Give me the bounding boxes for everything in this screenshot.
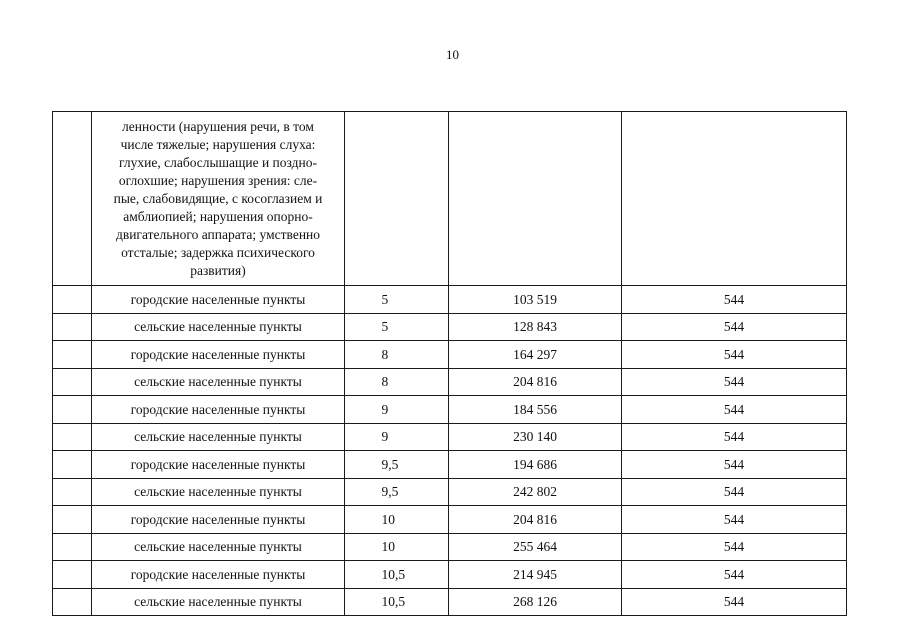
- cell-value-b: 230 140: [449, 423, 622, 451]
- cell-value-b: 204 816: [449, 368, 622, 396]
- cell-value-c: 544: [622, 313, 847, 341]
- value-a-text: 9,5: [381, 484, 399, 500]
- table-row: [53, 341, 847, 369]
- cell-value-b: 214 945: [449, 561, 622, 589]
- table-row: [53, 588, 847, 616]
- table-row: [53, 396, 847, 424]
- cell-value-c: 544: [622, 396, 847, 424]
- cell-value-c: 544: [622, 368, 847, 396]
- cell-settlement-type: городские населенные пункты: [92, 506, 345, 534]
- cell-number: [53, 313, 92, 341]
- cell-value-b: 255 464: [449, 533, 622, 561]
- cell-value-a: [345, 588, 449, 616]
- cell-value-c: [622, 112, 847, 286]
- cell-number: [53, 451, 92, 479]
- cell-number: [53, 286, 92, 314]
- value-a-text: 5: [381, 319, 389, 335]
- cell-value-c: 544: [622, 341, 847, 369]
- cell-value-b: 204 816: [449, 506, 622, 534]
- table-row: [53, 423, 847, 451]
- page-number: 10: [446, 47, 459, 62]
- cell-number: [53, 423, 92, 451]
- cell-value-a: [345, 112, 449, 286]
- cell-settlement-type: городские населенные пункты: [92, 396, 345, 424]
- table-row: [53, 451, 847, 479]
- table-row: [53, 506, 847, 534]
- cell-value-b: 268 126: [449, 588, 622, 616]
- cell-value-c: 544: [622, 561, 847, 589]
- cell-settlement-type: сельские населенные пункты: [92, 533, 345, 561]
- cell-value-c: 544: [622, 506, 847, 534]
- cell-settlement-type: городские населенные пункты: [92, 561, 345, 589]
- cell-value-b: 103 519: [449, 286, 622, 314]
- cell-value-a: [345, 506, 449, 534]
- value-a-text: 5: [381, 291, 389, 307]
- cell-settlement-type: городские населенные пункты: [92, 451, 345, 479]
- cell-value-a: [345, 478, 449, 506]
- cell-number: [53, 396, 92, 424]
- cell-value-a: [345, 561, 449, 589]
- cell-value-b: 194 686: [449, 451, 622, 479]
- cell-settlement-type: городские населенные пункты: [92, 286, 345, 314]
- cell-number: [53, 561, 92, 589]
- cell-value-a: [345, 451, 449, 479]
- cell-number: [53, 341, 92, 369]
- cell-value-a: [345, 313, 449, 341]
- value-a-text: 8: [381, 374, 389, 390]
- cell-settlement-type: сельские населенные пункты: [92, 588, 345, 616]
- table-row: [53, 368, 847, 396]
- value-a-text: 9,5: [381, 456, 399, 472]
- cell-value-c: 544: [622, 533, 847, 561]
- data-table: [52, 111, 847, 616]
- cell-settlement-type: сельские населенные пункты: [92, 423, 345, 451]
- cell-value-a: [345, 533, 449, 561]
- cell-value-a: [345, 286, 449, 314]
- cell-value-b: 164 297: [449, 341, 622, 369]
- value-a-text: 10: [381, 539, 395, 555]
- table-row: [53, 533, 847, 561]
- category-description-text: ленности (нарушения речи, в том числе тяжелые; нарушения слуха: глухие, слабослышащие и поздно- оглохшие; нарушения зрения: сле- пые, слабовидящие, с косоглазием и амблиопией; нарушения опорно- двигательного аппарата; умственно отсталые; задержка психического развития): [113, 119, 323, 278]
- cell-number: [53, 478, 92, 506]
- cell-number: [53, 112, 92, 286]
- cell-settlement-type: городские населенные пункты: [92, 341, 345, 369]
- value-a-text: 9: [381, 429, 389, 445]
- table-row: [53, 286, 847, 314]
- table-body: [53, 112, 847, 616]
- cell-number: [53, 368, 92, 396]
- cell-value-c: 544: [622, 588, 847, 616]
- table-row: [53, 313, 847, 341]
- cell-value-b: 242 802: [449, 478, 622, 506]
- cell-value-a: [345, 423, 449, 451]
- value-a-text: 10,5: [381, 566, 406, 582]
- cell-value-c: 544: [622, 478, 847, 506]
- cell-value-b: 128 843: [449, 313, 622, 341]
- cell-number: [53, 533, 92, 561]
- table-row: [53, 478, 847, 506]
- cell-value-b: [449, 112, 622, 286]
- table-row: [53, 561, 847, 589]
- value-a-text: 10: [381, 511, 395, 527]
- cell-value-c: 544: [622, 451, 847, 479]
- cell-value-a: [345, 396, 449, 424]
- cell-value-c: 544: [622, 423, 847, 451]
- cell-settlement-type: сельские населенные пункты: [92, 478, 345, 506]
- cell-value-b: 184 556: [449, 396, 622, 424]
- cell-value-a: [345, 368, 449, 396]
- value-a-text: 9: [381, 401, 389, 417]
- value-a-text: 10,5: [381, 594, 406, 610]
- cell-value-c: 544: [622, 286, 847, 314]
- cell-settlement-type: сельские населенные пункты: [92, 368, 345, 396]
- cell-value-a: [345, 341, 449, 369]
- cell-category-description: [92, 112, 345, 286]
- cell-number: [53, 506, 92, 534]
- table-row-header-continuation: [53, 112, 847, 286]
- value-a-text: 8: [381, 346, 389, 362]
- cell-settlement-type: сельские населенные пункты: [92, 313, 345, 341]
- cell-number: [53, 588, 92, 616]
